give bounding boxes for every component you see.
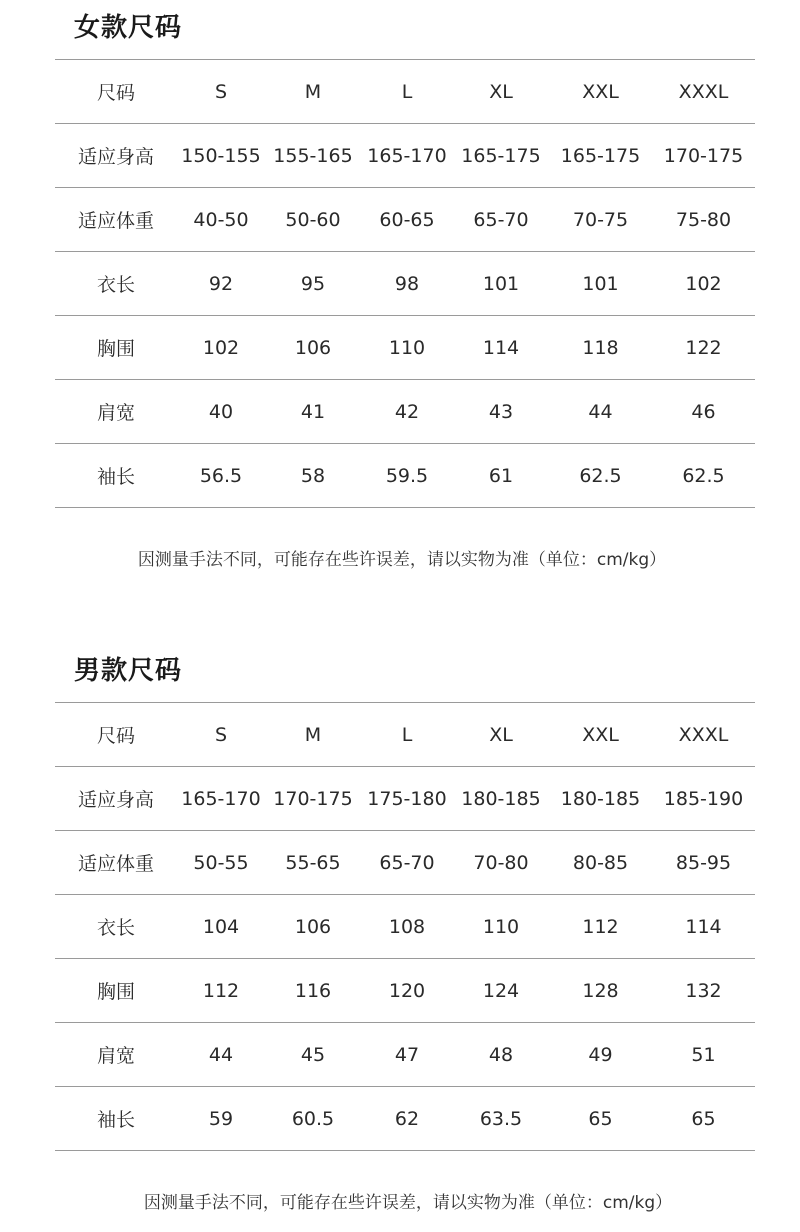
table-cell: 47	[394, 1043, 420, 1066]
header-cell-l: L	[401, 723, 413, 746]
table-cell: 65-70	[379, 851, 435, 874]
table-cell: 180-185	[461, 787, 541, 810]
table-cell: 43	[488, 400, 514, 423]
table-row	[55, 380, 755, 444]
table-cell: 40	[208, 400, 234, 423]
row-label: 袖长	[96, 1109, 135, 1131]
header-cell-s: S	[214, 723, 228, 746]
table-cell: 132	[685, 979, 722, 1002]
header-cell-l: L	[401, 80, 413, 103]
table-row	[55, 1087, 755, 1151]
table-row	[55, 188, 755, 252]
header-cell-s: S	[214, 80, 228, 103]
men-section-title: 男款尺码	[74, 656, 183, 686]
table-cell: 50-55	[193, 851, 249, 874]
table-cell: 128	[582, 979, 619, 1002]
table-cell: 60-65	[379, 208, 435, 231]
table-cell: 114	[685, 915, 722, 938]
table-cell: 45	[300, 1043, 326, 1066]
table-cell: 165-170	[181, 787, 261, 810]
table-cell: 118	[582, 336, 619, 359]
row-label: 适应体重	[77, 210, 154, 232]
row-label: 衣长	[96, 274, 135, 296]
row-label: 肩宽	[96, 402, 135, 424]
row-label: 肩宽	[96, 1045, 135, 1067]
table-cell: 70-75	[572, 208, 629, 231]
table-cell: 85-95	[675, 851, 732, 874]
table-cell: 112	[582, 915, 619, 938]
table-cell: 120	[388, 979, 426, 1002]
table-cell: 63.5	[479, 1107, 523, 1130]
table-cell: 104	[202, 915, 240, 938]
table-cell: 44	[208, 1043, 234, 1066]
table-header-row	[55, 703, 755, 767]
table-row	[55, 895, 755, 959]
table-cell: 56.5	[199, 464, 243, 487]
row-label: 胸围	[96, 338, 135, 360]
table-row	[55, 831, 755, 895]
table-row	[55, 124, 755, 188]
table-cell: 175-180	[367, 787, 447, 810]
table-row	[55, 959, 755, 1023]
table-cell: 62.5	[579, 464, 622, 487]
table-cell: 98	[394, 272, 420, 295]
table-cell: 95	[300, 272, 326, 295]
table-cell: 110	[388, 336, 426, 359]
table-cell: 44	[588, 400, 613, 423]
table-cell: 65	[588, 1107, 613, 1130]
header-cell-label: 尺码	[96, 82, 135, 104]
table-row	[55, 767, 755, 831]
table-cell: 110	[482, 915, 520, 938]
table-cell: 42	[394, 400, 420, 423]
table-cell: 46	[691, 400, 716, 423]
table-cell: 59	[208, 1107, 234, 1130]
table-cell: 92	[208, 272, 234, 295]
measurement-note: 因测量手法不同，可能存在些许误差，请以实物为准（单位：cm/kg）	[137, 550, 667, 570]
table-row	[55, 252, 755, 316]
row-label: 袖长	[96, 466, 135, 488]
table-cell: 165-175	[560, 144, 641, 167]
table-cell: 101	[582, 272, 619, 295]
table-row	[55, 444, 755, 508]
table-row	[55, 316, 755, 380]
women-section-title: 女款尺码	[74, 13, 183, 43]
header-cell-xxxl: XXXL	[678, 80, 729, 103]
table-cell: 60.5	[291, 1107, 335, 1130]
table-cell: 62	[394, 1107, 420, 1130]
table-cell: 40-50	[193, 208, 249, 231]
table-cell: 116	[294, 979, 332, 1002]
table-cell: 106	[294, 336, 332, 359]
header-cell-m: M	[304, 80, 322, 103]
table-cell: 49	[588, 1043, 613, 1066]
table-cell: 108	[388, 915, 426, 938]
table-cell: 170-175	[273, 787, 353, 810]
table-cell: 102	[202, 336, 240, 359]
table-cell: 62.5	[682, 464, 725, 487]
table-cell: 41	[300, 400, 326, 423]
women-size-table	[55, 59, 755, 508]
table-cell: 155-165	[273, 144, 353, 167]
measurement-note: 因测量手法不同，可能存在些许误差，请以实物为准（单位：cm/kg）	[143, 1193, 673, 1213]
table-cell: 75-80	[675, 208, 732, 231]
header-cell-xl: XL	[489, 80, 513, 103]
row-label: 适应身高	[77, 146, 154, 168]
table-cell: 65	[691, 1107, 716, 1130]
header-cell-xxl: XXL	[582, 723, 619, 746]
table-cell: 124	[482, 979, 520, 1002]
table-cell: 59.5	[385, 464, 429, 487]
header-cell-xl: XL	[489, 723, 513, 746]
table-cell: 58	[300, 464, 326, 487]
row-label: 适应身高	[77, 789, 154, 811]
table-cell: 150-155	[181, 144, 261, 167]
row-label: 衣长	[96, 917, 135, 939]
table-cell: 122	[685, 336, 722, 359]
row-label: 胸围	[96, 981, 135, 1003]
table-cell: 55-65	[285, 851, 341, 874]
table-cell: 112	[202, 979, 240, 1002]
table-cell: 180-185	[560, 787, 641, 810]
men-size-table	[55, 702, 755, 1151]
table-cell: 114	[482, 336, 520, 359]
header-cell-label: 尺码	[96, 725, 135, 747]
table-cell: 185-190	[663, 787, 744, 810]
table-cell: 106	[294, 915, 332, 938]
header-cell-xxl: XXL	[582, 80, 619, 103]
table-cell: 48	[488, 1043, 514, 1066]
table-cell: 101	[482, 272, 520, 295]
table-cell: 61	[488, 464, 514, 487]
table-header-row	[55, 60, 755, 124]
table-cell: 165-175	[461, 144, 541, 167]
table-cell: 165-170	[367, 144, 447, 167]
table-cell: 51	[691, 1043, 716, 1066]
table-cell: 80-85	[572, 851, 629, 874]
table-cell: 102	[685, 272, 722, 295]
table-cell: 65-70	[473, 208, 529, 231]
table-cell: 70-80	[473, 851, 529, 874]
table-cell: 170-175	[663, 144, 744, 167]
table-cell: 50-60	[285, 208, 341, 231]
header-cell-m: M	[304, 723, 322, 746]
table-row	[55, 1023, 755, 1087]
header-cell-xxxl: XXXL	[678, 723, 729, 746]
row-label: 适应体重	[77, 853, 154, 875]
